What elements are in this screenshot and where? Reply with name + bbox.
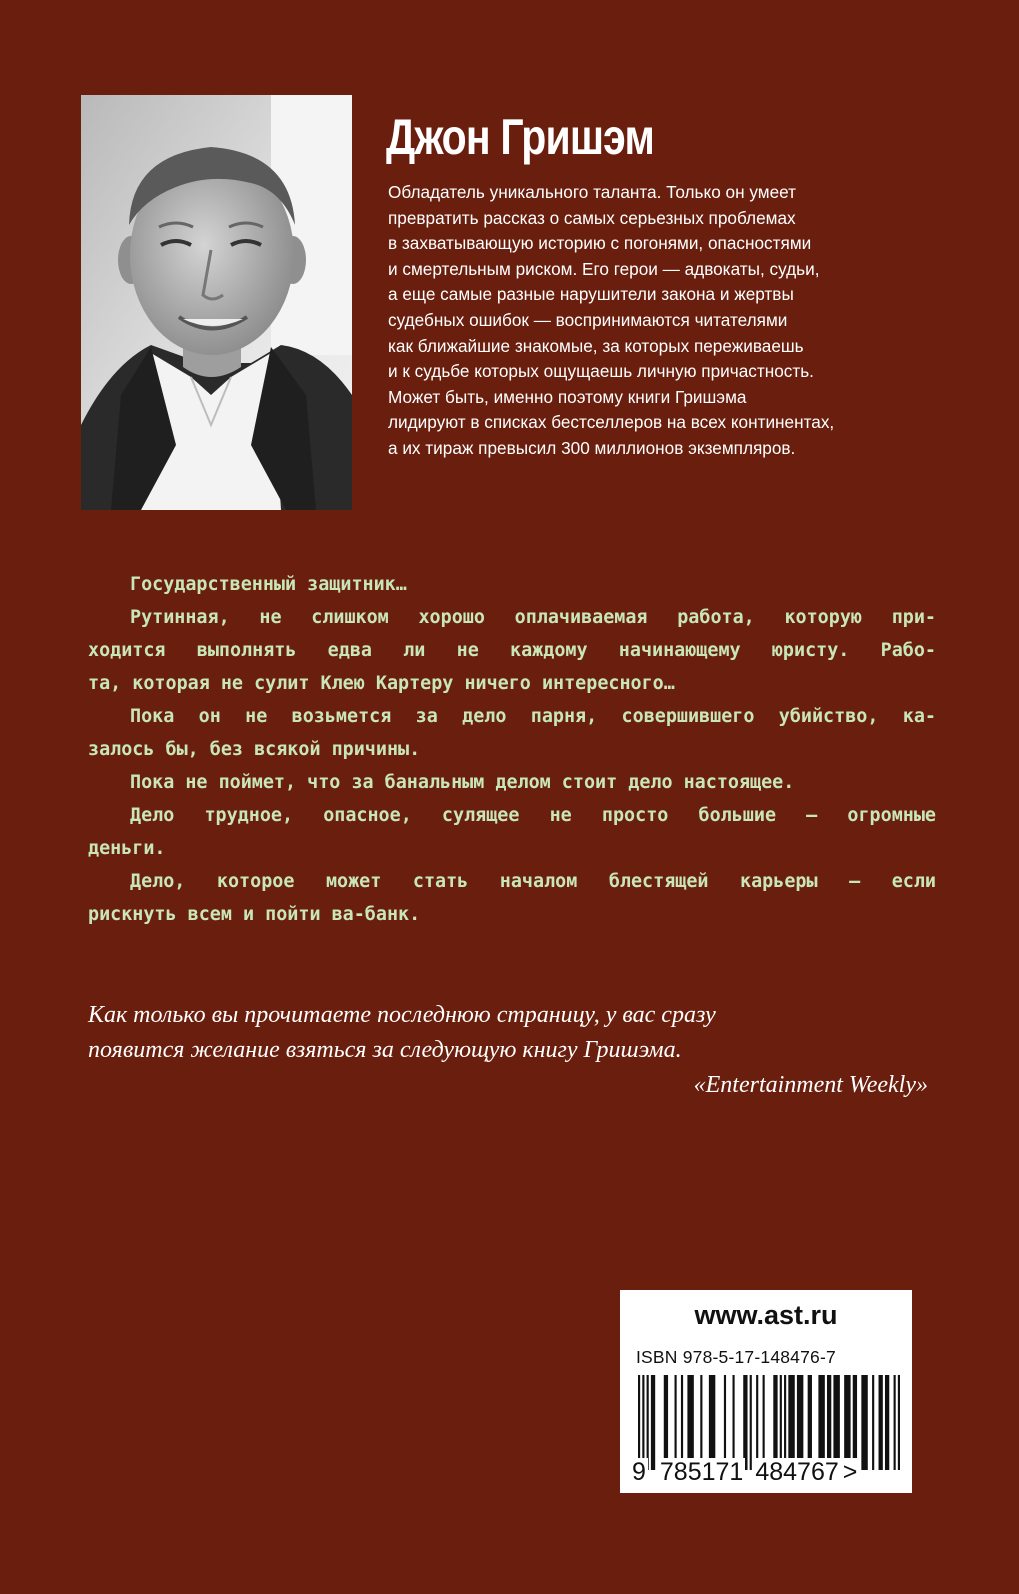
barcode-bar xyxy=(788,1375,794,1470)
quote-line: Как только вы прочитаете последнюю страницу, у вас сразу xyxy=(88,1002,716,1028)
barcode-bar xyxy=(750,1375,752,1470)
barcode-bar xyxy=(797,1375,803,1470)
barcode-bars xyxy=(638,1375,900,1470)
barcode-digits xyxy=(630,1458,905,1487)
publisher-website: www.ast.ru xyxy=(694,1300,838,1330)
barcode-bar xyxy=(784,1375,786,1470)
barcode-bar xyxy=(647,1375,649,1470)
quote-source: «Entertainment Weekly» xyxy=(693,1072,928,1098)
annotation-line: та, которая не сулит Клею Картеру ничего интересного… xyxy=(88,673,675,694)
barcode-bar xyxy=(853,1375,857,1470)
barcode-bar xyxy=(763,1375,765,1470)
bio-line: превратить рассказ о самых серьезных проблемах xyxy=(388,207,796,228)
isbn-label: ISBN 978-5-17-148476-7 xyxy=(636,1347,836,1367)
barcode-bar xyxy=(681,1375,683,1470)
barcode-bar xyxy=(898,1375,900,1470)
barcode-bar xyxy=(638,1375,640,1470)
bio-line: а еще самые разные нарушители закона и жертвы xyxy=(388,284,794,305)
barcode-bar xyxy=(808,1375,812,1470)
barcode-bar xyxy=(780,1375,782,1470)
annotation-line: Пока не поймет, что за банальным делом стоит дело настоящее. xyxy=(130,772,795,793)
annotation-line: Рутинная, не слишком хорошо оплачиваемая работа, которую при- xyxy=(130,607,936,628)
bio-line: и смертельным риском. Его герои — адвокаты, судьи, xyxy=(388,258,820,279)
barcode-bar xyxy=(894,1375,896,1470)
barcode-bar xyxy=(664,1375,668,1470)
barcode-digit-lead: 9 xyxy=(632,1458,646,1486)
barcode-digit-group: 785171 xyxy=(659,1458,744,1486)
annotation-line: рискнуть всем и пойти ва-банк. xyxy=(88,904,421,925)
annotation-line: Пока он не возьмется за дело парня, совершившего убийство, ка- xyxy=(130,706,936,727)
review-quote xyxy=(88,998,928,1103)
barcode-bar xyxy=(773,1375,777,1470)
barcode-bar xyxy=(844,1375,850,1470)
barcode-bar xyxy=(833,1375,839,1470)
annotation-line: Государственный защитник… xyxy=(130,574,407,595)
barcode-bar xyxy=(724,1375,726,1470)
bio-line: и к судьбе которых ощущаешь личную причастность. xyxy=(388,361,814,382)
annotation-line: Дело, которое может стать началом блестящей карьеры — если xyxy=(130,871,936,892)
quote-line: появится желание взяться за следующую книгу Гришэма. xyxy=(88,1037,682,1063)
author-portrait-image xyxy=(81,95,352,510)
barcode-block xyxy=(620,1290,912,1493)
bio-line: судебных ошибок — воспринимаются читателями xyxy=(388,309,788,330)
annotation-line: ходится выполнять едва ли не каждому начинающему юристу. Рабо- xyxy=(88,640,936,661)
bio-line: а их тираж превысил 300 миллионов экземпляров. xyxy=(388,437,796,458)
book-annotation xyxy=(88,568,936,931)
annotation-line: залось бы, без всякой причины. xyxy=(88,739,421,760)
bio-line: Может быть, именно поэтому книги Гришэма xyxy=(388,386,747,407)
barcode-bar xyxy=(700,1375,702,1470)
bio-line: как ближайшие знакомые, за которых переживаешь xyxy=(388,335,804,356)
barcode-bar xyxy=(872,1375,874,1470)
barcode-bar xyxy=(709,1375,715,1470)
barcode-bar xyxy=(675,1375,677,1470)
barcode-bar xyxy=(642,1375,644,1470)
annotation-line: Дело трудное, опасное, сулящее не просто большие — огромные xyxy=(130,805,936,826)
barcode-bar xyxy=(687,1375,693,1470)
barcode-digit-group: 484767 xyxy=(755,1458,839,1486)
barcode-bar xyxy=(756,1375,758,1470)
barcode-bar xyxy=(651,1375,655,1470)
barcode-bar xyxy=(743,1375,747,1470)
annotation-line: деньги. xyxy=(88,838,166,859)
author-photo xyxy=(81,95,352,510)
barcode-bar xyxy=(861,1375,867,1470)
bio-line: лидируют в списках бестселлеров на всех континентах, xyxy=(388,412,835,433)
barcode-arrow: > xyxy=(842,1458,858,1486)
barcode-bar xyxy=(827,1375,831,1470)
author-name: Джон Гришэм xyxy=(386,109,654,165)
barcode-bar xyxy=(885,1375,889,1470)
bio-line: Обладатель уникального таланта. Только он умеет xyxy=(388,182,796,202)
author-bio xyxy=(388,180,988,462)
barcode-bar xyxy=(818,1375,824,1470)
barcode-bar xyxy=(879,1375,883,1470)
bio-line: в захватывающую историю с погонями, опасностями xyxy=(388,233,812,254)
barcode-bar xyxy=(732,1375,734,1470)
